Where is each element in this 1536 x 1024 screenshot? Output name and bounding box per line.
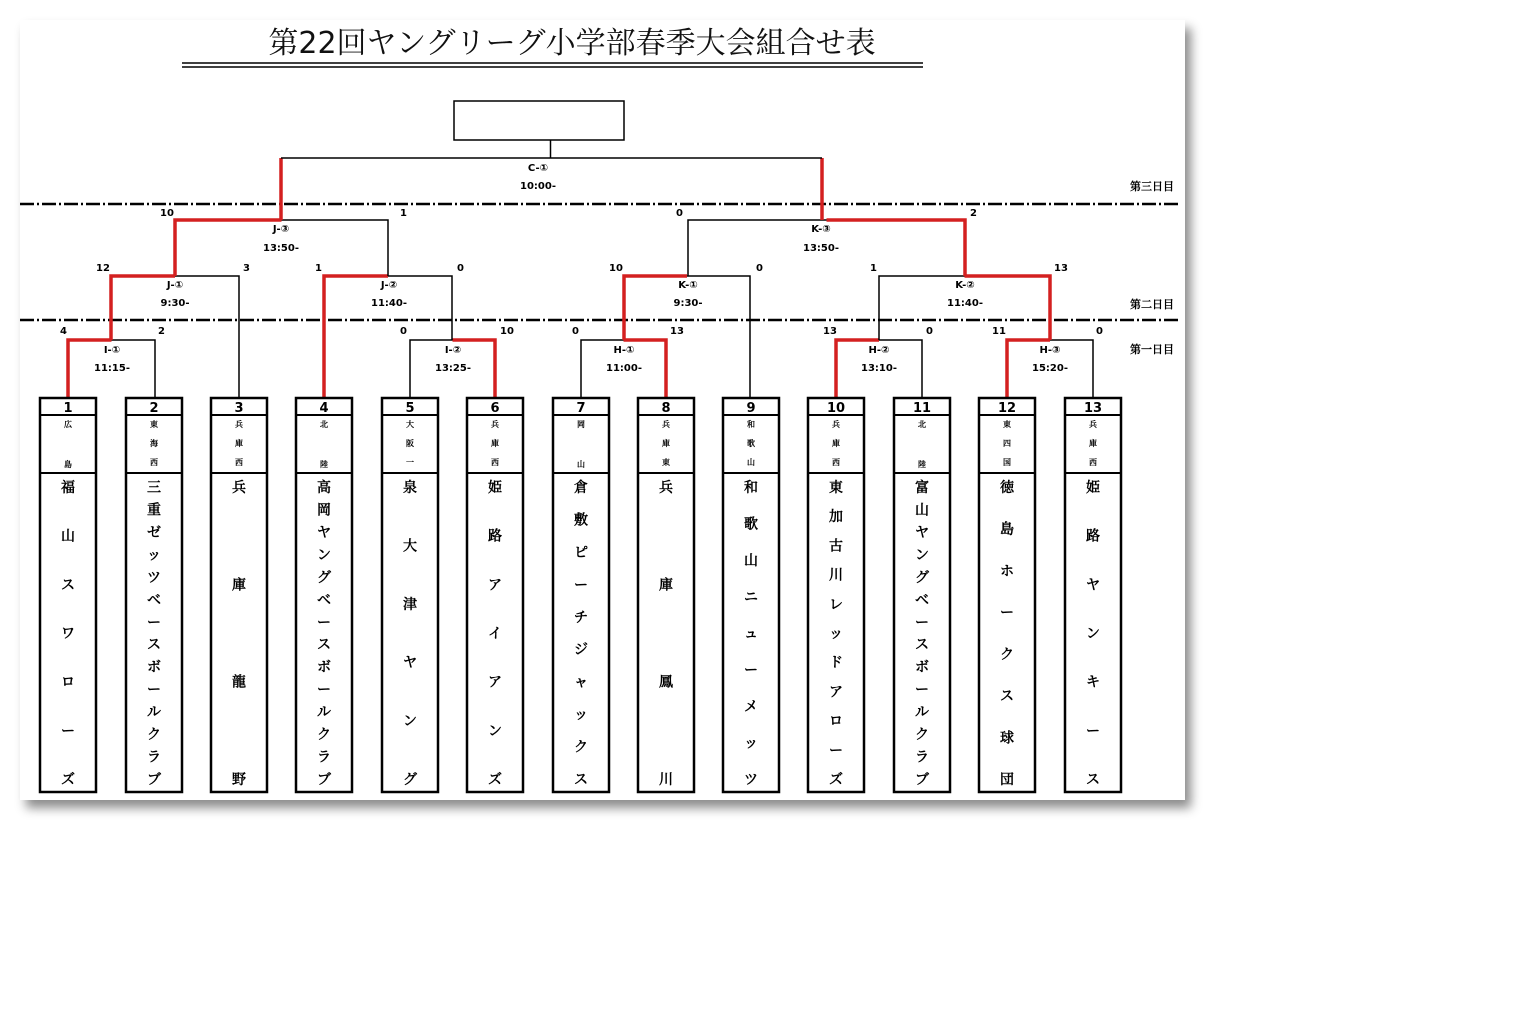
team-name-char: ク xyxy=(317,727,331,744)
score-h2-right: 0 xyxy=(926,326,933,337)
score-j3-left: 10 xyxy=(160,208,174,219)
team-name-char: ー xyxy=(915,614,929,631)
team-region-char: 庫 xyxy=(662,439,670,448)
team-number: 4 xyxy=(319,401,329,416)
team-name-char: 山 xyxy=(744,553,758,569)
team-region-char: 兵 xyxy=(662,420,670,429)
match-code-i1: I-① xyxy=(103,345,121,356)
team-region-char: 和 xyxy=(747,420,755,429)
team-column-11 xyxy=(894,398,950,792)
team-name-char: 庫 xyxy=(232,577,246,594)
team-name-char: ロ xyxy=(829,713,843,730)
score-j1-left: 12 xyxy=(96,263,110,274)
match-time-k3: 13:50- xyxy=(803,243,839,254)
team-name-char: 庫 xyxy=(659,577,673,594)
team-name-char: ヤ xyxy=(915,524,929,541)
team-name-char: 姫 xyxy=(1086,480,1100,496)
team-name-char: ヤ xyxy=(403,655,417,672)
team-number: 7 xyxy=(576,401,586,416)
team-number: 2 xyxy=(149,401,159,416)
team-name-char: ン xyxy=(317,547,331,564)
team-region-char: 一 xyxy=(406,458,414,467)
team-name-char: ャ xyxy=(574,674,588,691)
team-name-char: ベ xyxy=(915,592,929,609)
team-name-char: ヤ xyxy=(317,524,331,541)
team-name-char: ー xyxy=(147,682,161,699)
bracket-sheet xyxy=(20,20,1185,800)
team-name-char: キ xyxy=(1086,674,1100,691)
match-time-c1: 10:00- xyxy=(520,181,556,192)
team-name-char: ゼ xyxy=(147,524,161,541)
team-name-char: ク xyxy=(574,739,588,756)
team-name-char: ッ xyxy=(744,735,758,752)
team-name-char: ア xyxy=(488,577,502,594)
team-name-char: ヤ xyxy=(1086,577,1100,594)
team-region-char: 国 xyxy=(1003,458,1011,467)
team-name-char: ー xyxy=(61,723,75,740)
team-name-char: ス xyxy=(1000,688,1014,705)
team-name-char: 野 xyxy=(232,772,246,788)
team-name-char: ピ xyxy=(574,544,588,561)
team-name-char: 古 xyxy=(829,538,843,555)
team-name-char: 球 xyxy=(1000,730,1014,747)
match-time-j1: 9:30- xyxy=(160,298,190,309)
score-k2-right: 13 xyxy=(1054,263,1068,274)
team-region-char: 兵 xyxy=(235,420,243,429)
team-name-char: ス xyxy=(317,637,331,654)
team-column-10 xyxy=(808,398,864,792)
team-region-char: 東 xyxy=(1003,420,1011,429)
team-name-char: ジ xyxy=(574,642,588,659)
team-number: 11 xyxy=(912,401,932,416)
team-number: 8 xyxy=(661,401,671,416)
team-region-char: 海 xyxy=(150,439,158,448)
team-box xyxy=(553,398,609,792)
team-name-char: 路 xyxy=(1086,528,1100,545)
score-h2-left: 13 xyxy=(823,326,837,337)
team-name-char: ス xyxy=(61,577,75,594)
team-region-char: 岡 xyxy=(577,420,585,429)
winner-path xyxy=(827,220,966,276)
team-name-char: ル xyxy=(915,704,929,721)
team-name-char: 川 xyxy=(659,772,673,788)
match-time-h3: 15:20- xyxy=(1032,363,1068,374)
match-code-c1: C-① xyxy=(527,163,549,174)
team-name-char: ー xyxy=(147,614,161,631)
team-name-char: ー xyxy=(317,614,331,631)
team-column-4 xyxy=(296,398,352,792)
team-name-char: ツ xyxy=(744,772,758,788)
team-name-char: ス xyxy=(915,637,929,654)
team-region-char: 西 xyxy=(832,458,840,467)
team-name-char: ー xyxy=(829,742,843,759)
match-code-j3: J-③ xyxy=(272,224,290,235)
team-number: 3 xyxy=(234,401,244,416)
team-name-char: ー xyxy=(1086,723,1100,740)
score-k3-right: 2 xyxy=(970,208,977,219)
match-code-k1: K-① xyxy=(678,280,698,291)
team-name-char: ツ xyxy=(147,569,161,586)
day-label-1: 第一日目 xyxy=(1130,343,1174,356)
team-number: 1 xyxy=(63,401,73,416)
team-name-char: ー xyxy=(574,577,588,594)
team-name-char: ア xyxy=(829,684,843,701)
team-name-char: ン xyxy=(403,713,417,730)
match-time-i2: 13:25- xyxy=(435,363,471,374)
team-name-char: 団 xyxy=(1000,772,1014,788)
team-name-char: ラ xyxy=(147,749,161,766)
team-name-char: ュ xyxy=(744,626,758,642)
team-name-char: 歌 xyxy=(744,516,758,533)
team-name-char: ッ xyxy=(574,707,588,724)
score-j2-right: 0 xyxy=(457,263,464,274)
score-i2-left: 0 xyxy=(400,326,407,337)
team-number: 10 xyxy=(826,401,846,416)
match-time-h2: 13:10- xyxy=(861,363,897,374)
score-h3-right: 0 xyxy=(1096,326,1103,337)
team-region-char: 北 xyxy=(320,420,328,429)
team-name-char: ロ xyxy=(61,674,75,691)
team-name-char: 路 xyxy=(488,528,502,545)
team-name-char: ラ xyxy=(317,749,331,766)
team-name-char: 三 xyxy=(147,480,161,496)
team-region-char: 山 xyxy=(747,458,755,467)
score-k3-left: 0 xyxy=(676,208,683,219)
team-name-char: 和 xyxy=(744,480,758,496)
team-name-char: ー xyxy=(744,662,758,679)
team-name-char: イ xyxy=(488,626,502,642)
team-name-char: ベ xyxy=(317,592,331,609)
match-time-j2: 11:40- xyxy=(371,298,407,309)
team-name-char: ッ xyxy=(829,626,843,642)
team-region-char: 陸 xyxy=(320,460,328,469)
team-region-char: 広 xyxy=(64,420,72,429)
page-title: 第22回ヤングリーグ小学部春季大会組合せ表 xyxy=(268,26,876,61)
team-name-char: 山 xyxy=(61,528,75,545)
team-name-char: ブ xyxy=(317,772,331,788)
team-name-char: 徳 xyxy=(1000,480,1014,496)
team-column-9 xyxy=(723,398,779,792)
team-name-char: チ xyxy=(574,609,588,626)
team-region-char: 陸 xyxy=(918,460,926,469)
team-name-char: ボ xyxy=(915,659,929,676)
team-region-char: 西 xyxy=(491,458,499,467)
team-name-char: メ xyxy=(744,699,758,715)
match-time-i1: 11:15- xyxy=(94,363,130,374)
score-i1-right: 2 xyxy=(158,326,165,337)
match-code-h1: H-① xyxy=(613,345,635,356)
team-name-char: 龍 xyxy=(232,674,246,691)
team-name-char: 倉 xyxy=(574,480,588,496)
score-j2-left: 1 xyxy=(315,263,322,274)
score-j3-right: 1 xyxy=(400,208,407,219)
team-name-char: ク xyxy=(147,727,161,744)
team-name-char: ク xyxy=(1000,646,1014,663)
team-name-char: ボ xyxy=(317,659,331,676)
team-name-char: ン xyxy=(488,723,502,740)
team-name-char: 東 xyxy=(829,480,843,496)
team-name-char: ス xyxy=(574,772,588,788)
team-region-char: 東 xyxy=(662,458,670,467)
match-code-j2: J-② xyxy=(380,280,398,291)
team-name-char: ブ xyxy=(147,772,161,788)
team-region-char: 兵 xyxy=(1089,420,1097,429)
team-name-char: グ xyxy=(915,569,929,586)
score-h3-left: 11 xyxy=(992,326,1006,337)
team-name-char: グ xyxy=(317,569,331,586)
team-region-char: 西 xyxy=(1089,458,1097,467)
bracket-line xyxy=(687,276,750,398)
team-name-char: 大 xyxy=(403,538,417,555)
team-column-1 xyxy=(40,398,96,792)
team-name-char: ク xyxy=(915,727,929,744)
team-name-char: 鳳 xyxy=(659,674,673,691)
team-number: 6 xyxy=(490,401,500,416)
team-column-8 xyxy=(638,398,694,792)
team-name-char: ズ xyxy=(488,772,502,788)
team-name-char: ー xyxy=(317,682,331,699)
match-code-k3: K-③ xyxy=(811,224,831,235)
team-region-char: 庫 xyxy=(235,439,243,448)
team-name-char: グ xyxy=(403,772,417,788)
team-name-char: 姫 xyxy=(488,480,502,496)
team-region-char: 歌 xyxy=(747,439,755,448)
team-name-char: ド xyxy=(829,655,843,672)
team-column-3 xyxy=(211,398,267,792)
score-i2-right: 10 xyxy=(500,326,514,337)
team-name-char: ー xyxy=(915,682,929,699)
team-name-char: 兵 xyxy=(232,480,246,496)
team-region-char: 庫 xyxy=(491,439,499,448)
team-number: 5 xyxy=(405,401,415,416)
day-label-3: 第三日目 xyxy=(1130,180,1174,193)
match-time-k1: 9:30- xyxy=(673,298,703,309)
team-name-char: 山 xyxy=(915,502,929,519)
team-name-char: 川 xyxy=(829,567,843,584)
team-name-char: ブ xyxy=(915,772,929,788)
winner-path xyxy=(324,276,388,398)
bracket-lines xyxy=(68,140,1093,398)
tournament-bracket xyxy=(20,20,1185,800)
match-code-h3: H-③ xyxy=(1039,345,1061,356)
team-name-char: 敷 xyxy=(574,512,588,529)
team-columns xyxy=(40,398,1121,792)
bracket-line xyxy=(175,276,239,398)
score-k1-left: 10 xyxy=(609,263,623,274)
team-name-char: 津 xyxy=(403,596,417,613)
team-name-char: 島 xyxy=(1000,521,1014,538)
team-name-char: レ xyxy=(829,596,843,613)
team-name-char: 重 xyxy=(147,502,161,519)
match-code-j1: J-① xyxy=(166,280,184,291)
match-code-k2: K-② xyxy=(955,280,975,291)
team-name-char: ニ xyxy=(744,589,758,606)
team-column-7 xyxy=(553,398,609,792)
team-name-char: 泉 xyxy=(403,480,417,496)
team-name-char: ッ xyxy=(147,547,161,564)
team-column-5 xyxy=(382,398,438,792)
match-time-j3: 13:50- xyxy=(263,243,299,254)
team-region-char: 西 xyxy=(235,458,243,467)
team-name-char: ー xyxy=(1000,605,1014,622)
team-column-2 xyxy=(126,398,182,792)
team-name-char: 加 xyxy=(829,509,843,526)
team-region-char: 東 xyxy=(150,420,158,429)
team-column-6 xyxy=(467,398,523,792)
team-column-12 xyxy=(979,398,1035,792)
team-region-char: 兵 xyxy=(832,420,840,429)
champion-box xyxy=(454,101,624,140)
match-code-h2: H-② xyxy=(868,345,890,356)
team-name-char: ン xyxy=(1086,626,1100,642)
team-region-char: 島 xyxy=(64,460,72,469)
score-j1-right: 3 xyxy=(243,263,250,274)
team-name-char: 岡 xyxy=(317,502,331,519)
team-region-char: 山 xyxy=(577,460,585,469)
team-name-char: 兵 xyxy=(659,480,673,496)
match-time-h1: 11:00- xyxy=(606,363,642,374)
match-time-k2: 11:40- xyxy=(947,298,983,309)
team-name-char: ア xyxy=(488,674,502,691)
score-k2-left: 1 xyxy=(870,263,877,274)
team-name-char: 福 xyxy=(61,480,75,496)
team-name-char: ン xyxy=(915,547,929,564)
team-name-char: ベ xyxy=(147,592,161,609)
team-name-char: ズ xyxy=(829,772,843,788)
team-column-13 xyxy=(1065,398,1121,792)
match-code-i2: I-② xyxy=(444,345,462,356)
team-number: 12 xyxy=(997,401,1017,416)
day-label-2: 第二日目 xyxy=(1130,298,1174,311)
score-k1-right: 0 xyxy=(756,263,763,274)
team-name-char: ル xyxy=(147,704,161,721)
team-name-char: ワ xyxy=(61,626,75,642)
team-region-char: 北 xyxy=(918,420,926,429)
team-region-char: 大 xyxy=(406,420,414,429)
team-region-char: 阪 xyxy=(406,439,414,448)
team-name-char: 富 xyxy=(915,480,929,496)
team-region-char: 庫 xyxy=(1089,439,1097,448)
team-name-char: ラ xyxy=(915,749,929,766)
score-h1-right: 13 xyxy=(670,326,684,337)
team-name-char: ス xyxy=(147,637,161,654)
team-region-char: 四 xyxy=(1003,439,1011,448)
team-name-char: ボ xyxy=(147,659,161,676)
team-name-char: ル xyxy=(317,704,331,721)
team-region-char: 庫 xyxy=(832,439,840,448)
team-name-char: ス xyxy=(1086,772,1100,788)
team-region-char: 西 xyxy=(150,458,158,467)
team-name-char: ホ xyxy=(1000,563,1014,580)
team-number: 13 xyxy=(1083,401,1103,416)
team-number: 9 xyxy=(746,401,756,416)
team-name-char: 高 xyxy=(317,480,331,496)
team-region-char: 兵 xyxy=(491,420,499,429)
score-i1-left: 4 xyxy=(60,326,67,337)
team-name-char: ズ xyxy=(61,772,75,788)
score-h1-left: 0 xyxy=(572,326,579,337)
